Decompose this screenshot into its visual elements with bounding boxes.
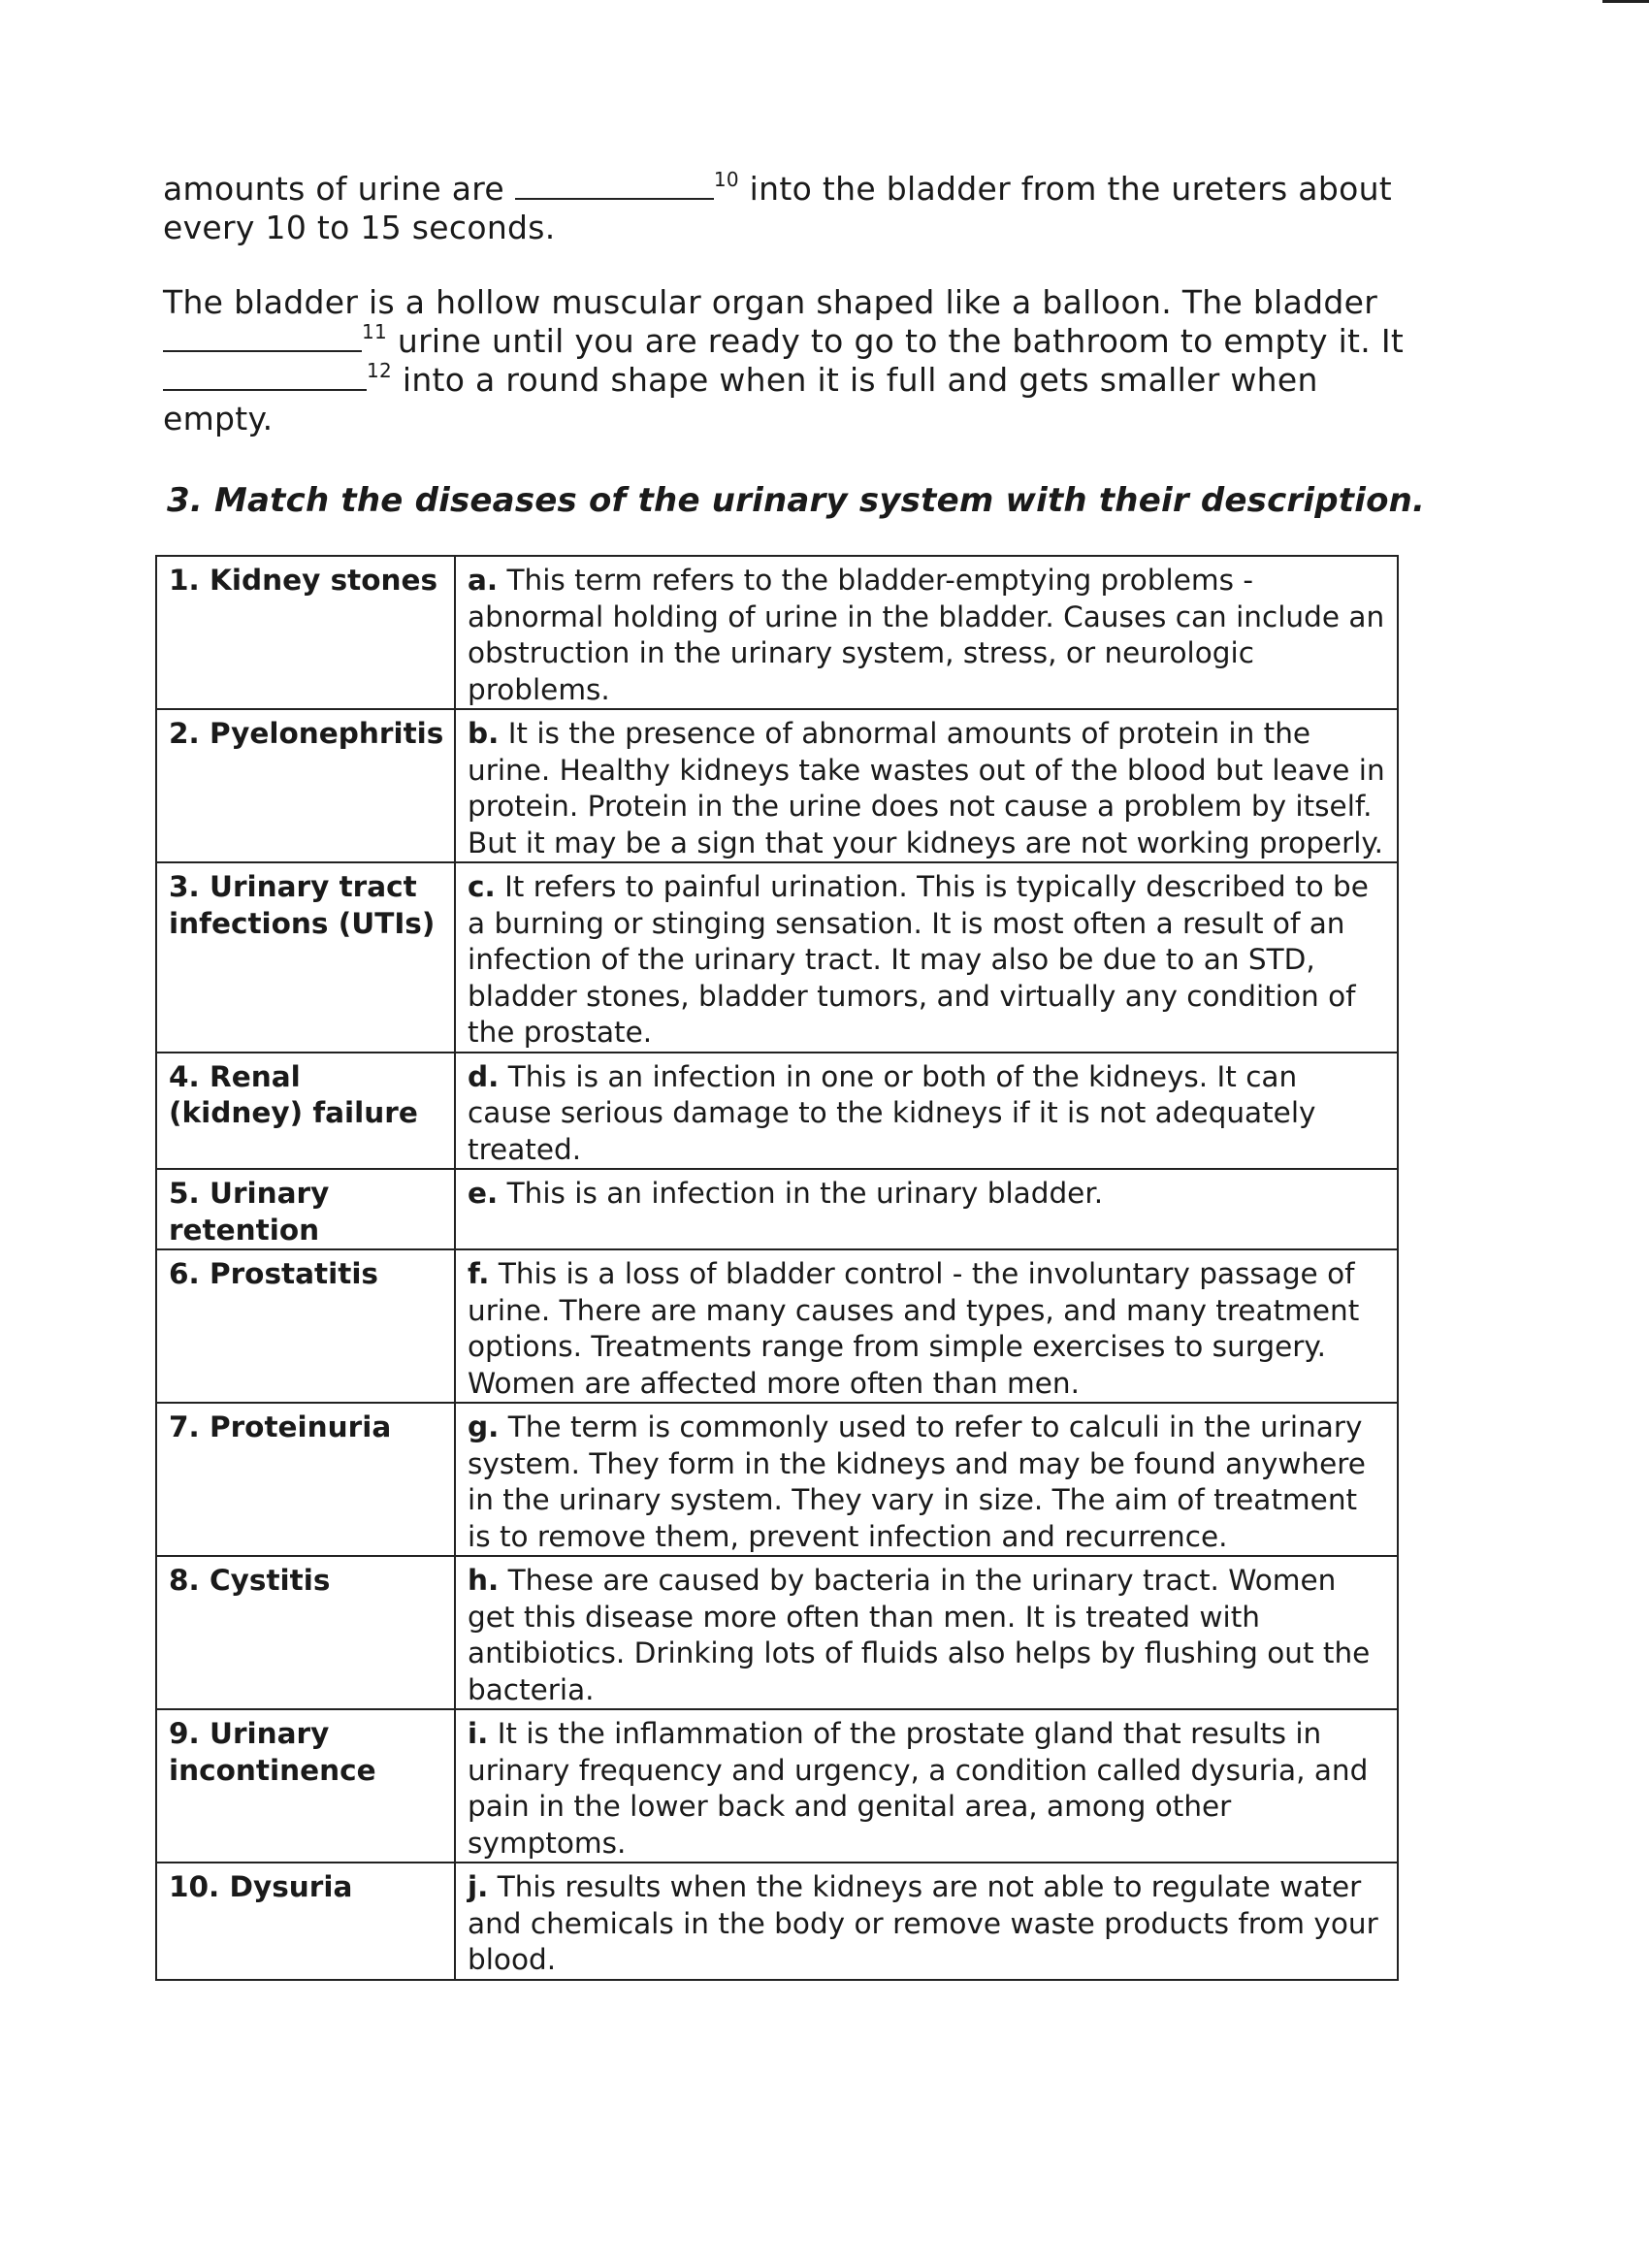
disease-description (455, 1403, 1398, 1556)
disease-term: 4. Renal (kidney) failure (156, 1053, 455, 1170)
disease-description (455, 1169, 1398, 1249)
disease-description (455, 1863, 1398, 1980)
description-letter: j. (468, 1870, 489, 1903)
paragraph-urine-flow (163, 170, 1405, 247)
table-row (156, 556, 1398, 709)
matching-table-body (156, 556, 1398, 1980)
table-row (156, 1249, 1398, 1403)
description-letter: b. (468, 717, 500, 750)
description-text: This is a loss of bladder control - the involuntary passage of urine. There are many causes and types, and many treatment options. Treatments range from simple exercises to surgery. Women are affected more often than men. (468, 1257, 1360, 1400)
description-text: The term is commonly used to refer to calculi in the urinary system. They form in the kidneys and may be found anywhere in the urinary system. They vary in size. The aim of treatment is to remove them, prevent infection and recurrence. (468, 1410, 1366, 1553)
disease-description (455, 1053, 1398, 1170)
description-text: It is the presence of abnormal amounts of protein in the urine. Healthy kidneys take wastes out of the blood but leave in protein. Protein in the urine does not cause a problem by itself. But it may be a sign that your kidneys are not working properly. (468, 717, 1385, 859)
description-text: These are caused by bacteria in the urinary tract. Women get this disease more often than men. It is treated with antibiotics. Drinking lots of fluids also helps by flushing out the bacteria. (468, 1564, 1371, 1706)
disease-term: 9. Urinary incontinence (156, 1709, 455, 1863)
blank-10[interactable] (515, 171, 714, 200)
disease-description (455, 556, 1398, 709)
disease-term: 5. Urinary retention (156, 1169, 455, 1249)
table-row (156, 1709, 1398, 1863)
matching-table (155, 555, 1399, 1981)
description-letter: g. (468, 1410, 500, 1443)
table-row (156, 862, 1398, 1053)
description-letter: c. (468, 870, 496, 903)
paragraph2-text-start: The bladder is a hollow muscular organ shaped like a balloon. The bladder (163, 283, 1378, 321)
disease-term: 8. Cystitis (156, 1556, 455, 1709)
paragraph-bladder (163, 283, 1405, 438)
description-letter: d. (468, 1059, 500, 1093)
blank-12-number: 12 (367, 359, 393, 382)
blank-11[interactable] (163, 323, 362, 352)
disease-term: 3. Urinary tract infections (UTIs) (156, 862, 455, 1053)
paragraph2-text-end: into a round shape when it is full and gets smaller when empty. (163, 361, 1318, 437)
description-letter: e. (468, 1177, 499, 1210)
disease-term: 7. Proteinuria (156, 1403, 455, 1556)
description-letter: h. (468, 1564, 500, 1597)
disease-description (455, 862, 1398, 1053)
section-heading: 3. Match the diseases of the urinary system with their description. (167, 481, 1426, 520)
description-letter: a. (468, 564, 499, 597)
blank-11-number: 11 (362, 320, 388, 343)
disease-description (455, 1556, 1398, 1709)
disease-description (455, 1709, 1398, 1863)
blank-10-number: 10 (713, 168, 739, 191)
description-text: It refers to painful urination. This is typically described to be a burning or stinging sensation. It is most often a result of an infection of the urinary tract. It may also be due to an STD, bladder stones, bladder tumors, and virtually any condition of the prostate. (468, 870, 1369, 1049)
table-row (156, 1053, 1398, 1170)
description-text: This is an infection in the urinary bladder. (506, 1177, 1104, 1210)
table-row (156, 1169, 1398, 1249)
table-row (156, 1403, 1398, 1556)
disease-term: 2. Pyelonephritis (156, 709, 455, 862)
disease-term: 1. Kidney stones (156, 556, 455, 709)
description-letter: f. (468, 1257, 490, 1290)
table-row (156, 709, 1398, 862)
blank-12[interactable] (163, 362, 367, 391)
disease-description (455, 709, 1398, 862)
disease-term: 10. Dysuria (156, 1863, 455, 1980)
description-text: This term refers to the bladder-emptying problems - abnormal holding of urine in the bladder. Causes can include an obstruction in the urinary system, stress, or neurologic problems. (468, 564, 1385, 706)
description-letter: i. (468, 1717, 489, 1750)
description-text: This is an infection in one or both of the kidneys. It can cause serious damage to the kidneys if it is not adequately treated. (468, 1059, 1316, 1166)
paragraph1-text-start: amounts of urine are (163, 170, 515, 208)
table-row (156, 1556, 1398, 1709)
disease-description (455, 1249, 1398, 1403)
description-text: This results when the kidneys are not able to regulate water and chemicals in the body or remove waste products from your blood. (468, 1870, 1378, 1976)
disease-term: 6. Prostatitis (156, 1249, 455, 1403)
paragraph1-text-end: into the bladder from the ureters about every 10 to 15 seconds. (163, 170, 1393, 246)
top-edge-mark (1602, 0, 1649, 3)
description-text: It is the inflammation of the prostate gland that results in urinary frequency and urgency, a condition called dysuria, and pain in the lower back and genital area, among other symptoms. (468, 1717, 1369, 1860)
paragraph2-text-middle: urine until you are ready to go to the bathroom to empty it. It (387, 322, 1405, 360)
table-row (156, 1863, 1398, 1980)
